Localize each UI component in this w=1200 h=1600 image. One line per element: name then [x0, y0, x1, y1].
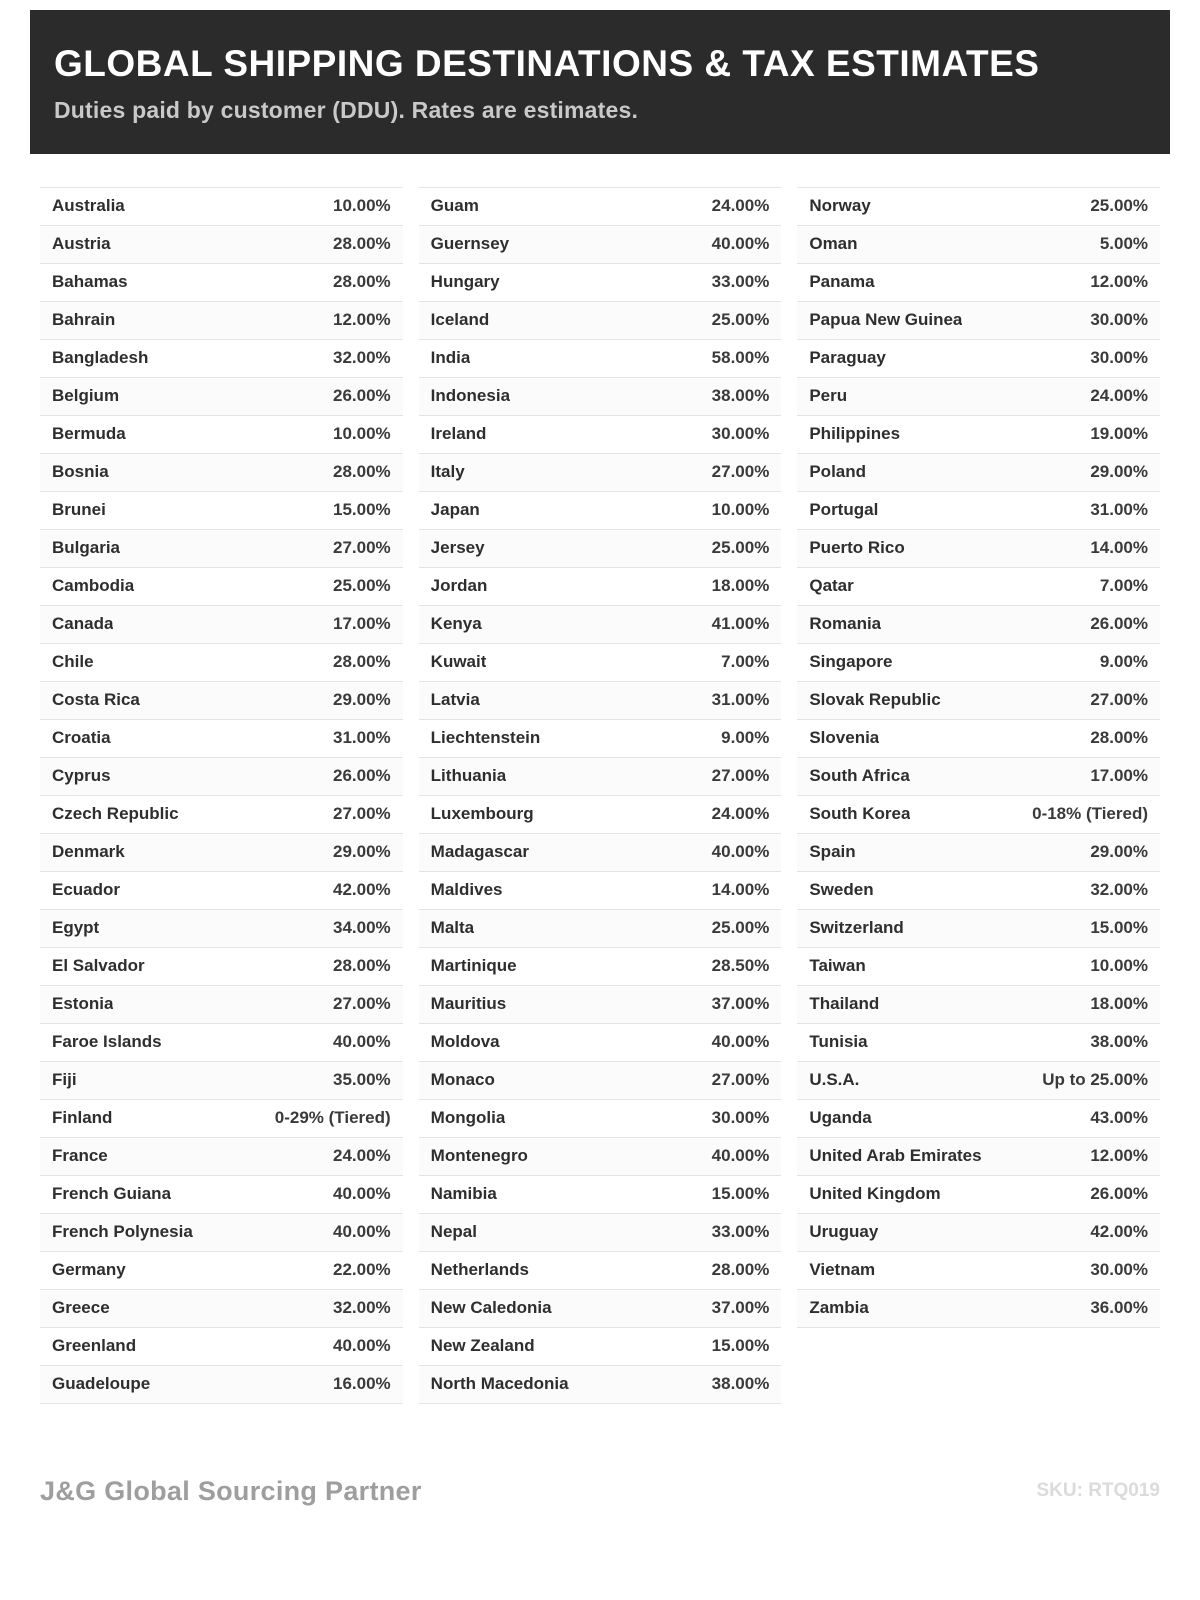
country-name: Croatia [52, 728, 111, 748]
table-row [797, 1100, 1160, 1138]
country-name: Jordan [430, 576, 488, 596]
country-name: Netherlands [430, 1260, 529, 1280]
tax-rate: 26.00% [1090, 614, 1149, 634]
table-row [797, 644, 1160, 682]
country-name: Fiji [52, 1070, 77, 1090]
country-name: Bangladesh [52, 348, 149, 368]
tax-rate: 14.00% [711, 880, 770, 900]
table-row [419, 492, 782, 530]
table-row [419, 872, 782, 910]
table-row [40, 834, 403, 872]
table-row [40, 340, 403, 378]
table-row [419, 1214, 782, 1252]
tax-rate: 17.00% [333, 614, 391, 634]
country-name: Philippines [809, 424, 901, 444]
tax-rate: 40.00% [711, 842, 770, 862]
tax-rate: 29.00% [333, 690, 391, 710]
country-name: Peru [809, 386, 848, 406]
table-row [419, 1366, 782, 1404]
country-name: Guernsey [430, 234, 510, 254]
table-row [419, 1024, 782, 1062]
table-row [40, 1024, 403, 1062]
table-row [419, 720, 782, 758]
country-name: Cyprus [52, 766, 111, 786]
country-name: Maldives [430, 880, 503, 900]
tax-rate: 42.00% [333, 880, 391, 900]
tax-rate: 24.00% [333, 1146, 391, 1166]
tax-rate: 27.00% [711, 462, 770, 482]
tax-rate: 30.00% [1090, 310, 1149, 330]
tax-rate: 29.00% [333, 842, 391, 862]
table-row [419, 606, 782, 644]
country-name: Panama [809, 272, 875, 292]
table-row [419, 948, 782, 986]
tax-rate: 9.00% [1099, 652, 1149, 672]
tax-rate: 10.00% [711, 500, 770, 520]
country-name: Malta [430, 918, 475, 938]
table-row [40, 1214, 403, 1252]
table-row [40, 302, 403, 340]
tax-rate: 10.00% [333, 196, 391, 216]
country-name: Guam [430, 196, 479, 216]
tax-rate: 29.00% [1090, 842, 1149, 862]
country-name: Japan [430, 500, 480, 520]
table-row [797, 530, 1160, 568]
tax-rate: 27.00% [711, 1070, 770, 1090]
table-row [40, 1366, 403, 1404]
tax-rate: 35.00% [333, 1070, 391, 1090]
page-title: GLOBAL SHIPPING DESTINATIONS & TAX ESTIMATES [54, 43, 1040, 84]
country-name: Austria [52, 234, 111, 254]
tax-rate: 43.00% [1090, 1108, 1149, 1128]
tax-rate: 40.00% [333, 1336, 391, 1356]
table-row [40, 530, 403, 568]
country-name: Uganda [809, 1108, 872, 1128]
tax-rate: 28.00% [333, 272, 391, 292]
country-name: New Caledonia [430, 1298, 552, 1318]
country-name: Norway [809, 196, 871, 216]
tax-rate: 28.00% [711, 1260, 770, 1280]
tax-rate: 12.00% [333, 310, 391, 330]
tax-rate: 33.00% [711, 1222, 770, 1242]
table-row [40, 492, 403, 530]
table-row [797, 986, 1160, 1024]
tax-rate: 30.00% [711, 424, 770, 444]
tax-rate: 18.00% [711, 576, 770, 596]
tax-rate: 32.00% [333, 1298, 391, 1318]
country-name: Bahamas [52, 272, 128, 292]
country-name: Uruguay [809, 1222, 879, 1242]
table-row [40, 1100, 403, 1138]
table-row [797, 264, 1160, 302]
tax-rate: 7.00% [1099, 576, 1149, 596]
footer [40, 1476, 1160, 1507]
table-row [797, 1214, 1160, 1252]
tax-rate: 38.00% [711, 386, 770, 406]
tax-rate: 24.00% [711, 804, 770, 824]
country-name: Taiwan [809, 956, 866, 976]
table-row [40, 1176, 403, 1214]
table-row [419, 416, 782, 454]
table-row [40, 188, 403, 226]
country-name: Romania [809, 614, 882, 634]
country-name: Tunisia [809, 1032, 868, 1052]
table-row [419, 1138, 782, 1176]
table-row [419, 264, 782, 302]
table-row [419, 1290, 782, 1328]
table-row [419, 986, 782, 1024]
country-name: Kuwait [430, 652, 487, 672]
table-row [419, 188, 782, 226]
tax-rate: 28.50% [711, 956, 770, 976]
table-row [40, 568, 403, 606]
country-name: Ecuador [52, 880, 121, 900]
tax-rate: 27.00% [333, 804, 391, 824]
tax-rate: 15.00% [711, 1336, 770, 1356]
tax-rate: 28.00% [333, 956, 391, 976]
country-name: Mongolia [430, 1108, 506, 1128]
country-name: Portugal [809, 500, 879, 520]
table-row [419, 378, 782, 416]
table-row [40, 758, 403, 796]
tax-rate: 31.00% [1090, 500, 1149, 520]
header-banner [30, 10, 1170, 154]
table-row [419, 530, 782, 568]
tax-rate: 12.00% [1090, 1146, 1149, 1166]
tax-rate: 25.00% [333, 576, 391, 596]
table-row [419, 1252, 782, 1290]
tax-rate: 34.00% [333, 918, 391, 938]
tax-rate: 15.00% [711, 1184, 770, 1204]
country-name: Germany [52, 1260, 126, 1280]
table-row [419, 1062, 782, 1100]
country-name: United Kingdom [809, 1184, 941, 1204]
table-row [419, 644, 782, 682]
table-row [40, 1138, 403, 1176]
tax-rate: 26.00% [333, 766, 391, 786]
country-name: South Korea [809, 804, 911, 824]
country-name: Moldova [430, 1032, 500, 1052]
table-row [797, 1252, 1160, 1290]
table-row [797, 606, 1160, 644]
country-name: New Zealand [430, 1336, 535, 1356]
country-name: Liechtenstein [430, 728, 541, 748]
country-name: Brunei [52, 500, 106, 520]
tax-rate: 36.00% [1090, 1298, 1149, 1318]
tax-rate: 19.00% [1090, 424, 1149, 444]
country-name: Papua New Guinea [809, 310, 963, 330]
table-row [40, 1290, 403, 1328]
tax-rate: 12.00% [1090, 272, 1149, 292]
country-name: Bulgaria [52, 538, 121, 558]
country-name: French Polynesia [52, 1222, 193, 1242]
tax-rate: 31.00% [333, 728, 391, 748]
table-row [419, 568, 782, 606]
tax-rate: Up to 25.00% [1042, 1070, 1149, 1090]
table-row [419, 758, 782, 796]
table-row [40, 378, 403, 416]
tax-rate: 10.00% [333, 424, 391, 444]
country-name: Finland [52, 1108, 113, 1128]
table-row [419, 454, 782, 492]
country-name: Ireland [430, 424, 487, 444]
table-row [40, 796, 403, 834]
table-row [40, 720, 403, 758]
country-name: Thailand [809, 994, 880, 1014]
table-row [797, 1024, 1160, 1062]
table-row [40, 1062, 403, 1100]
tax-rate: 14.00% [1090, 538, 1149, 558]
country-name: Faroe Islands [52, 1032, 162, 1052]
tax-rate: 40.00% [711, 1146, 770, 1166]
table-row [797, 454, 1160, 492]
table-row [40, 226, 403, 264]
table-row [419, 682, 782, 720]
table-row [797, 910, 1160, 948]
table-row [797, 758, 1160, 796]
table-row [419, 834, 782, 872]
table-row [797, 1290, 1160, 1328]
table-row [40, 1252, 403, 1290]
table-row [797, 720, 1160, 758]
tax-rate: 0-18% (Tiered) [1032, 804, 1149, 824]
country-name: Guadeloupe [52, 1374, 151, 1394]
country-name: Bahrain [52, 310, 116, 330]
table-row [419, 1328, 782, 1366]
table-row [419, 302, 782, 340]
rates-column [40, 187, 403, 1404]
tax-rate: 28.00% [333, 234, 391, 254]
tax-rate: 30.00% [1090, 348, 1149, 368]
country-name: North Macedonia [430, 1374, 569, 1394]
country-name: Oman [809, 234, 858, 254]
table-row [419, 226, 782, 264]
country-name: Poland [809, 462, 867, 482]
table-row [797, 1138, 1160, 1176]
table-row [797, 188, 1160, 226]
table-row [797, 492, 1160, 530]
tax-rate: 58.00% [711, 348, 770, 368]
tax-rate: 28.00% [333, 462, 391, 482]
tax-rate: 38.00% [1090, 1032, 1149, 1052]
table-row [797, 948, 1160, 986]
tax-rate: 40.00% [711, 1032, 770, 1052]
country-name: Greece [52, 1298, 110, 1318]
tax-rate: 22.00% [333, 1260, 391, 1280]
tax-rate: 33.00% [711, 272, 770, 292]
table-row [797, 378, 1160, 416]
country-name: Mauritius [430, 994, 507, 1014]
tax-rate: 40.00% [711, 234, 770, 254]
country-name: Chile [52, 652, 94, 672]
country-name: Monaco [430, 1070, 495, 1090]
country-name: United Arab Emirates [809, 1146, 982, 1166]
shipping-tax-sheet [0, 10, 1200, 1600]
table-row [797, 872, 1160, 910]
tax-rate: 25.00% [711, 918, 770, 938]
table-row [797, 682, 1160, 720]
country-name: Qatar [809, 576, 854, 596]
table-row [419, 340, 782, 378]
table-row [40, 264, 403, 302]
tax-rate: 41.00% [711, 614, 770, 634]
tax-rate: 40.00% [333, 1222, 391, 1242]
country-name: Denmark [52, 842, 125, 862]
country-name: Switzerland [809, 918, 904, 938]
country-name: France [52, 1146, 108, 1166]
country-name: Lithuania [430, 766, 507, 786]
table-row [797, 416, 1160, 454]
table-row [419, 910, 782, 948]
tax-rate: 24.00% [1090, 386, 1149, 406]
country-name: Costa Rica [52, 690, 140, 710]
country-name: Namibia [430, 1184, 497, 1204]
tax-rate: 10.00% [1090, 956, 1149, 976]
tax-rate: 17.00% [1090, 766, 1149, 786]
tax-rate: 28.00% [333, 652, 391, 672]
table-row [40, 644, 403, 682]
country-name: Paraguay [809, 348, 886, 368]
country-name: Latvia [430, 690, 480, 710]
tax-rate: 5.00% [1099, 234, 1149, 254]
tax-rate: 24.00% [711, 196, 770, 216]
tax-rate: 0-29% (Tiered) [274, 1108, 391, 1128]
tax-rate: 27.00% [711, 766, 770, 786]
table-row [797, 834, 1160, 872]
tax-rate: 27.00% [333, 538, 391, 558]
tax-rate: 27.00% [333, 994, 391, 1014]
tax-rate: 40.00% [333, 1184, 391, 1204]
country-name: Italy [430, 462, 465, 482]
table-row [40, 416, 403, 454]
tax-rate: 25.00% [711, 538, 770, 558]
table-row [40, 1328, 403, 1366]
table-row [797, 796, 1160, 834]
tax-rate: 31.00% [711, 690, 770, 710]
table-row [419, 1100, 782, 1138]
country-name: Bermuda [52, 424, 126, 444]
country-name: El Salvador [52, 956, 145, 976]
tax-rate: 16.00% [333, 1374, 391, 1394]
table-row [797, 1062, 1160, 1100]
country-name: U.S.A. [809, 1070, 860, 1090]
country-name: Spain [809, 842, 856, 862]
country-name: Bosnia [52, 462, 109, 482]
table-row [419, 796, 782, 834]
country-name: Cambodia [52, 576, 135, 596]
country-name: Greenland [52, 1336, 137, 1356]
rates-table [40, 187, 1160, 1404]
country-name: Nepal [430, 1222, 477, 1242]
tax-rate: 15.00% [1090, 918, 1149, 938]
tax-rate: 28.00% [1090, 728, 1149, 748]
country-name: Canada [52, 614, 114, 634]
table-row [40, 872, 403, 910]
tax-rate: 30.00% [711, 1108, 770, 1128]
tax-rate: 18.00% [1090, 994, 1149, 1014]
country-name: Zambia [809, 1298, 869, 1318]
country-name: Puerto Rico [809, 538, 905, 558]
table-row [40, 986, 403, 1024]
tax-rate: 37.00% [711, 1298, 770, 1318]
tax-rate: 27.00% [1090, 690, 1149, 710]
country-name: Luxembourg [430, 804, 534, 824]
table-row [40, 948, 403, 986]
country-name: Sweden [809, 880, 874, 900]
country-name: Slovenia [809, 728, 880, 748]
tax-rate: 25.00% [711, 310, 770, 330]
country-name: South Africa [809, 766, 910, 786]
tax-rate: 26.00% [333, 386, 391, 406]
country-name: Slovak Republic [809, 690, 941, 710]
tax-rate: 15.00% [333, 500, 391, 520]
country-name: Jersey [430, 538, 485, 558]
rates-column [797, 187, 1160, 1328]
table-row [40, 682, 403, 720]
country-name: Madagascar [430, 842, 529, 862]
country-name: Montenegro [430, 1146, 528, 1166]
country-name: Martinique [430, 956, 517, 976]
table-row [797, 226, 1160, 264]
table-row [797, 340, 1160, 378]
country-name: Iceland [430, 310, 490, 330]
country-name: Belgium [52, 386, 120, 406]
table-row [40, 454, 403, 492]
table-row [797, 302, 1160, 340]
country-name: Australia [52, 196, 125, 216]
tax-rate: 38.00% [711, 1374, 770, 1394]
tax-rate: 30.00% [1090, 1260, 1149, 1280]
country-name: Egypt [52, 918, 100, 938]
brand-name: J&G Global Sourcing Partner [40, 1475, 422, 1506]
page-subtitle: Duties paid by customer (DDU). Rates are estimates. [54, 96, 639, 123]
country-name: French Guiana [52, 1184, 172, 1204]
tax-rate: 9.00% [721, 728, 770, 748]
table-row [40, 606, 403, 644]
sku-label: SKU: RTQ019 [1036, 1480, 1160, 1502]
table-row [40, 910, 403, 948]
tax-rate: 40.00% [333, 1032, 391, 1052]
country-name: Kenya [430, 614, 482, 634]
table-row [797, 1176, 1160, 1214]
table-row [419, 1176, 782, 1214]
tax-rate: 42.00% [1090, 1222, 1149, 1242]
rates-column [419, 187, 782, 1404]
table-row [797, 568, 1160, 606]
country-name: Estonia [52, 994, 114, 1014]
tax-rate: 37.00% [711, 994, 770, 1014]
country-name: Vietnam [809, 1260, 876, 1280]
tax-rate: 29.00% [1090, 462, 1149, 482]
tax-rate: 32.00% [1090, 880, 1149, 900]
country-name: Hungary [430, 272, 500, 292]
country-name: India [430, 348, 471, 368]
tax-rate: 25.00% [1090, 196, 1149, 216]
country-name: Indonesia [430, 386, 511, 406]
tax-rate: 26.00% [1090, 1184, 1149, 1204]
country-name: Singapore [809, 652, 893, 672]
tax-rate: 32.00% [333, 348, 391, 368]
tax-rate: 7.00% [721, 652, 770, 672]
country-name: Czech Republic [52, 804, 179, 824]
